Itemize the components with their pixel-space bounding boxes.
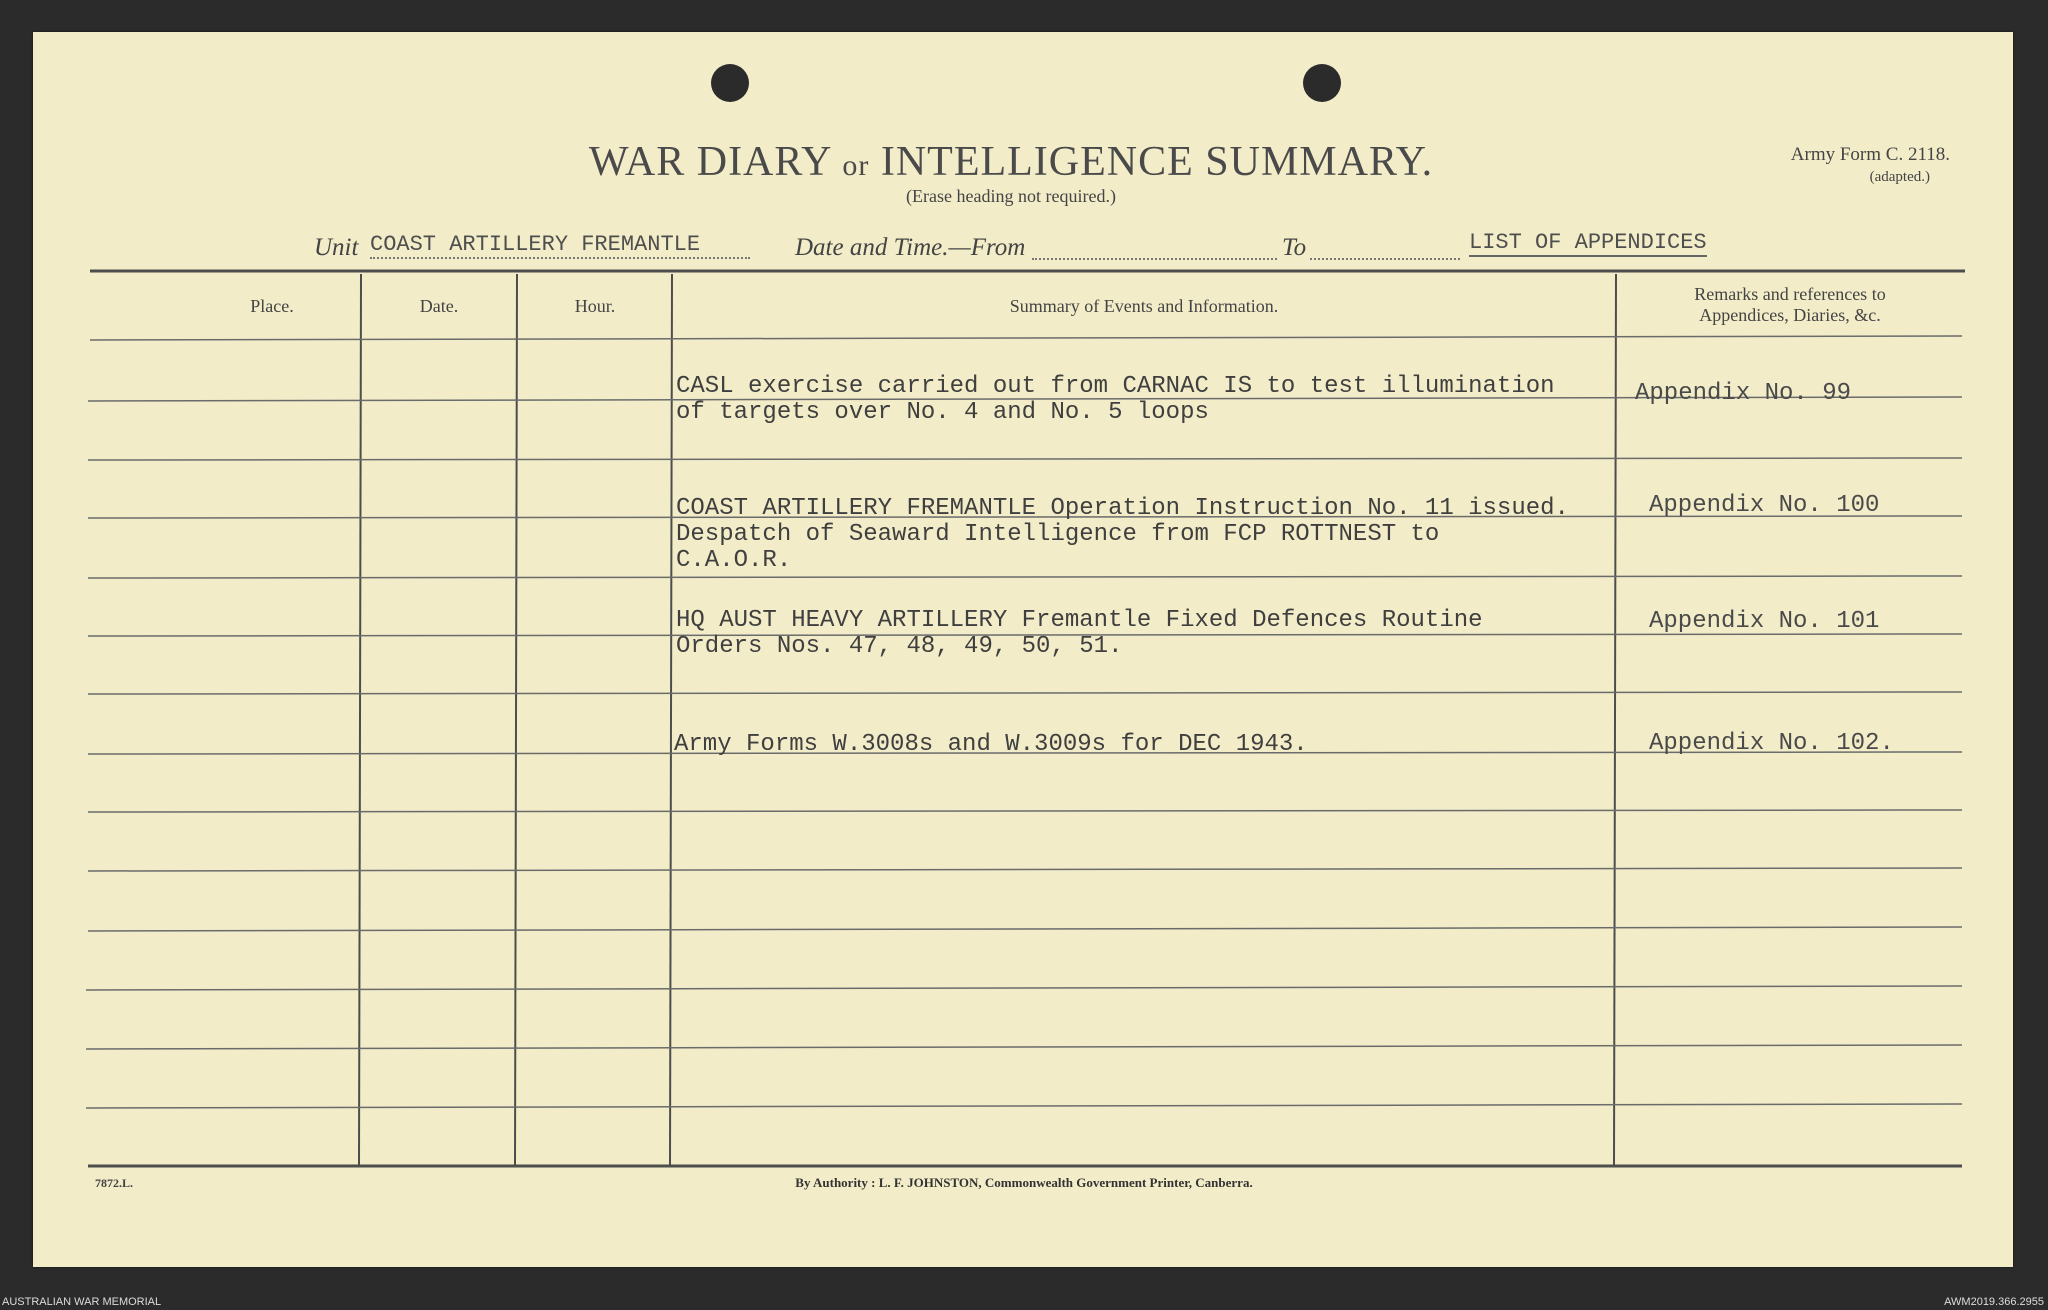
column-header-summary: Summary of Events and Information. [1009,296,1279,316]
to-value: LIST OF APPENDICES [1469,230,1707,255]
remark-appendix-99: Appendix No. 99 [1635,380,1852,407]
to-blank [1310,258,1460,260]
from-blank [1032,258,1277,260]
unit-label: Unit [314,234,359,261]
army-form-adapted: (adapted.) [1869,169,1930,185]
entry-casl-exercise: CASL exercise carried out from CARNAC IS to test illumination of targets over No. 4 and No. 5 loops [676,373,1555,426]
caption-left: AUSTRALIAN WAR MEMORIAL [2,1296,162,1308]
caption-right: AWM2019.366.2955 [1944,1296,2044,1308]
print-code: 7872.L. [95,1176,134,1190]
title-war-diary: WAR DIARY [588,139,831,185]
form-subtitle: (Erase heading not required.) [906,186,1116,206]
printer-authority: By Authority : L. F. JOHNSTON, Commonwealth Government Printer, Canberra. [795,1175,1253,1190]
remark-appendix-100: Appendix No. 100 [1649,492,1880,519]
form-title [272,138,1750,186]
entry-army-forms: Army Forms W.3008s and W.3009s for DEC 1943. [674,731,1308,758]
column-header-remarks: Remarks and references to Appendices, Diaries, &c. [1694,284,1886,325]
title-intelligence-summary: INTELLIGENCE SUMMARY. [880,139,1434,185]
remark-appendix-101: Appendix No. 101 [1649,608,1880,635]
to-label: To [1282,234,1307,261]
unit-value: COAST ARTILLERY FREMANTLE [370,232,750,259]
army-form-number [1791,144,1950,188]
title-or: or [842,149,870,182]
remark-appendix-102: Appendix No. 102. [1649,730,1894,757]
entry-routine-orders: HQ AUST HEAVY ARTILLERY Fremantle Fixed Defences Routine Orders Nos. 47, 48, 49, 50, 51. [676,607,1483,660]
datetime-label: Date and Time.—From [795,234,1026,261]
column-header-hour: Hour. [574,296,616,316]
army-form-code: Army Form C. 2118. [1790,144,1950,165]
entry-operation-instruction: COAST ARTILLERY FREMANTLE Operation Instruction No. 11 issued. Despatch of Seaward Intelligence from FCP ROTTNEST to C.A.O.R. [676,495,1569,574]
column-header-date: Date. [419,296,459,316]
